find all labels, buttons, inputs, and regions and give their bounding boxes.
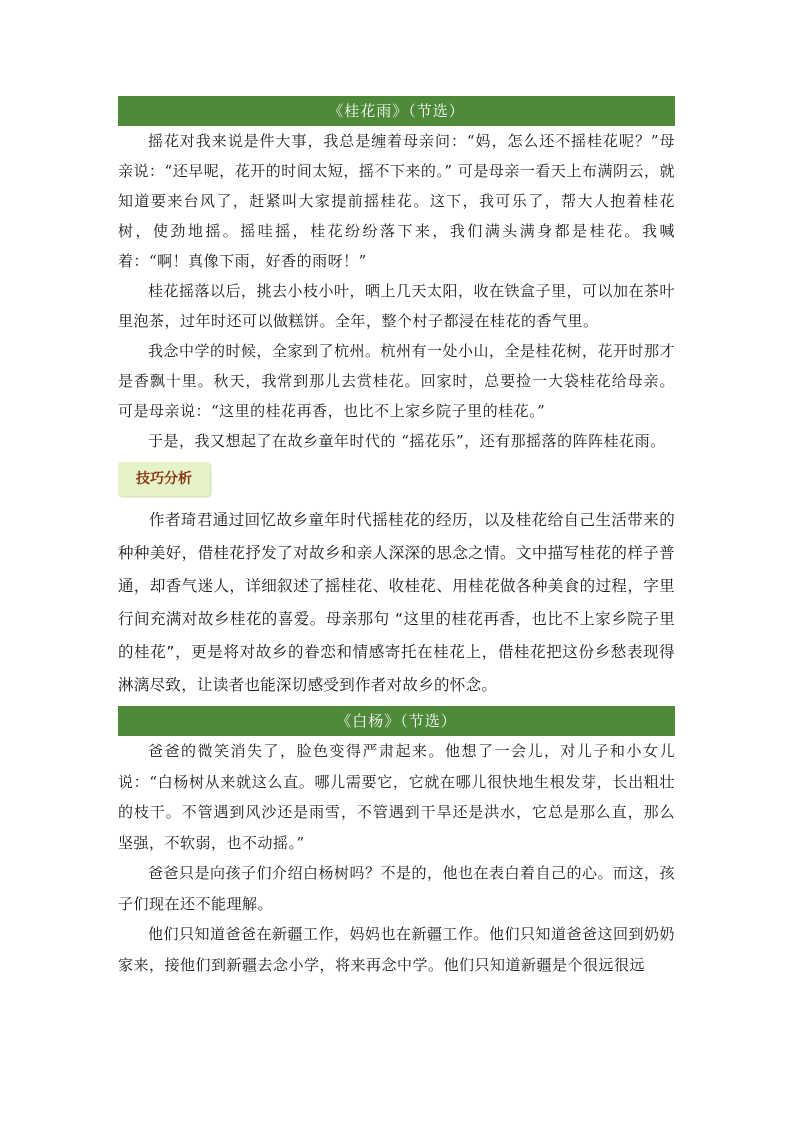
- paragraph: 摇花对我来说是件大事，我总是缠着母亲问：“妈，怎么还不摇桂花呢？”母亲说：“还早呢，花开的时间太短，摇不下来的。” 可是母亲一看天上布满阴云，就知道要来台风了，赶紧叫大家提前摇桂花。这下，我可乐了，帮大人抱着桂花树，使劲地摇。摇哇摇，桂花纷纷落下来，我们满头满身都是桂花。我喊着：“啊！真像下雨，好香的雨呀！”: [118, 132, 675, 270]
- paragraph: 爸爸的微笑消失了，脸色变得严肃起来。他想了一会儿，对儿子和小女儿说：“白杨树从来就这么直。哪儿需要它，它就在哪儿很快地生根发芽，长出粗壮的枝干。不管遇到风沙还是雨雪，不管遇到干旱还是洪水，它总是那么直，那么坚强，不软弱，也不动摇。”: [118, 742, 675, 852]
- paragraph: 他们只知道爸爸在新疆工作，妈妈也在新疆工作。他们只知道爸爸这回到奶奶家来，接他们到新疆去念小学，将来再念中学。他们只知道新疆是个很远很远: [118, 925, 676, 974]
- section-body-guihuayu: [118, 126, 675, 456]
- document-page: [118, 96, 675, 980]
- analysis-paragraph: 作者琦君通过回忆故乡童年时代摇桂花的经历，以及桂花给自己生活带来的种种美好，借桂花抒发了对故乡和亲人深深的思念之情。文中描写桂花的样子普通，却香气迷人，详细叙述了摇桂花、收桂花、用桂花做各种美食的过程，字里行间充满对故乡桂花的喜爱。母亲那句 “这里的桂花再香，也比不上家乡院子里的桂花”，更是将对故乡的眷恋和情感寄托在桂花上，借桂花把这份乡愁表现得淋漓尽致，让读者也能深切感受到作者对故乡的怀念。: [118, 511, 675, 694]
- analysis-tag-container: [118, 462, 675, 496]
- analysis-body: [118, 504, 675, 702]
- section-title-baiyang: 《白杨》（节选）: [118, 706, 675, 736]
- paragraph: 桂花摇落以后，挑去小枝小叶，晒上几天太阳，收在铁盒子里，可以加在茶叶里泡茶，过年时还可以做糕饼。全年，整个村子都浸在桂花的香气里。: [118, 282, 676, 330]
- paragraph: 于是，我又想起了在故乡童年时代的 “摇花乐”，还有那摇落的阵阵桂花雨。: [148, 432, 666, 450]
- analysis-tag: 技巧分析: [118, 462, 210, 496]
- paragraph: 我念中学的时候，全家到了杭州。杭州有一处小山，全是桂花树，花开时那才是香飘十里。秋天，我常到那儿去赏桂花。回家时，总要捡一大袋桂花给母亲。可是母亲说：“这里的桂花再香，也比不上家乡院子里的桂花。”: [118, 342, 676, 420]
- section-title-guihuayu: 《桂花雨》（节选）: [118, 96, 675, 126]
- paragraph: 爸爸只是向孩子们介绍白杨树吗？不是的，他也在表白着自己的心。而这，孩子们现在还不能理解。: [118, 864, 676, 913]
- section-body-baiyang: [118, 736, 675, 980]
